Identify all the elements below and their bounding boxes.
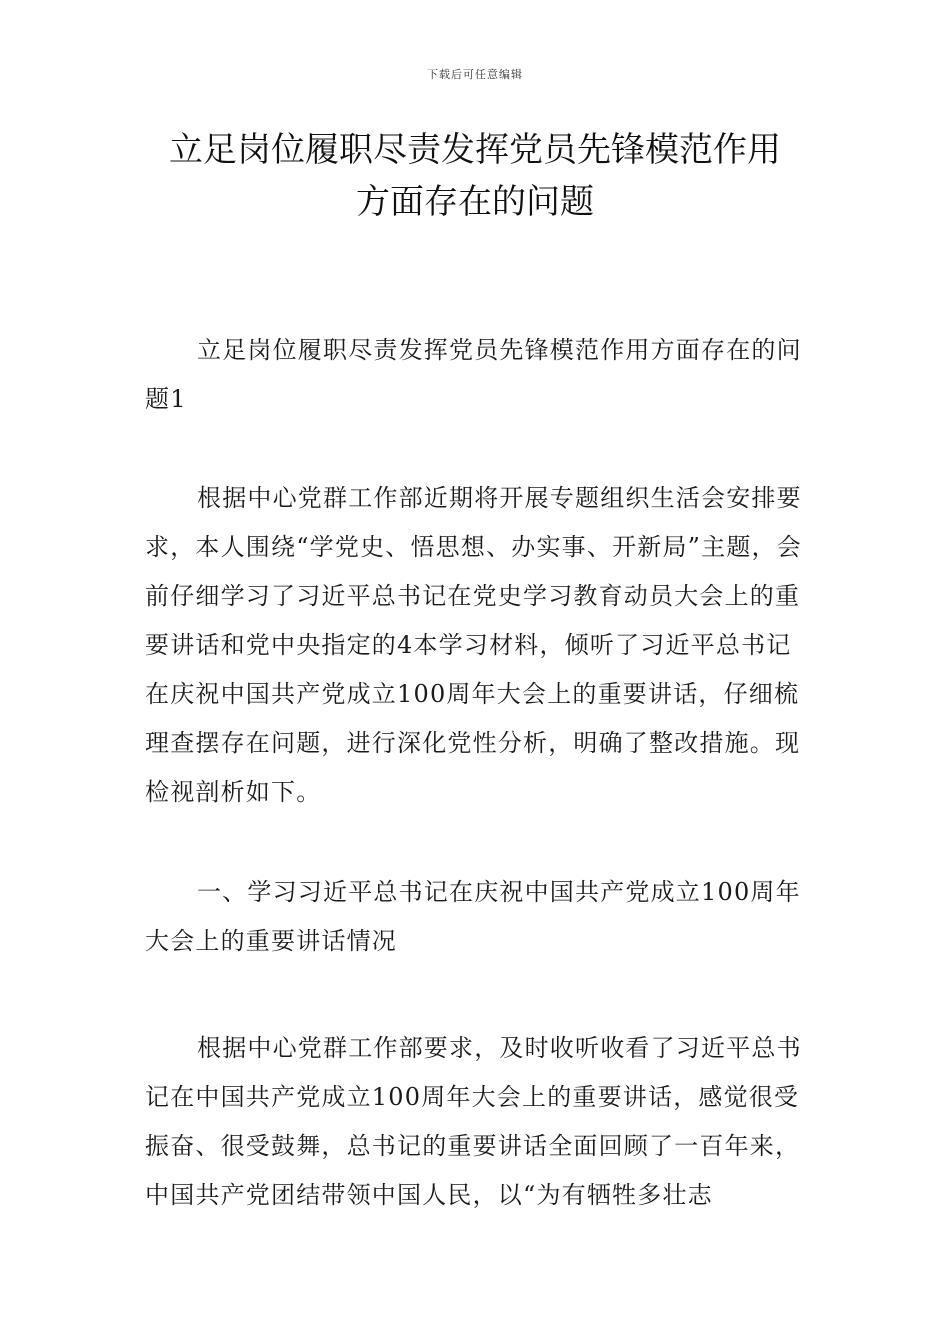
title-line-2: 方面存在的问题	[356, 182, 594, 222]
document-title	[0, 124, 950, 228]
header-note: 下载后可任意编辑	[427, 68, 523, 81]
title-line-1: 立足岗位履职尽责发挥党员先锋模范作用	[169, 130, 781, 170]
paragraph-intro: 根据中心党群工作部近期将开展专题组织生活会安排要求，本人围绕“学党史、悟思想、办实事、开新局”主题，会前仔细学习了习近平总书记在党史学习教育动员大会上的重要讲话和党中央指定的4本学习材料，倾听了习近平总书记在庆祝中国共产党成立100周年大会上的重要讲话，仔细梳理查摆存在问题，进行深化党性分析，明确了整改措施。现检视剖析如下。	[145, 484, 802, 806]
section-heading-1: 一、学习习近平总书记在庆祝中国共产党成立100周年大会上的重要讲话情况	[145, 878, 801, 955]
paragraph-section-1: 根据中心党群工作部要求，及时收听收看了习近平总书记在中国共产党成立100周年大会上的重要讲话，感觉很受振奋、很受鼓舞，总书记的重要讲话全面回顾了一百年来，中国共产党团结带领中国人民，以“为有牺牲多壮志	[145, 1034, 802, 1209]
paragraph-subtitle: 立足岗位履职尽责发挥党员先锋模范作用方面存在的问题1	[145, 336, 802, 413]
